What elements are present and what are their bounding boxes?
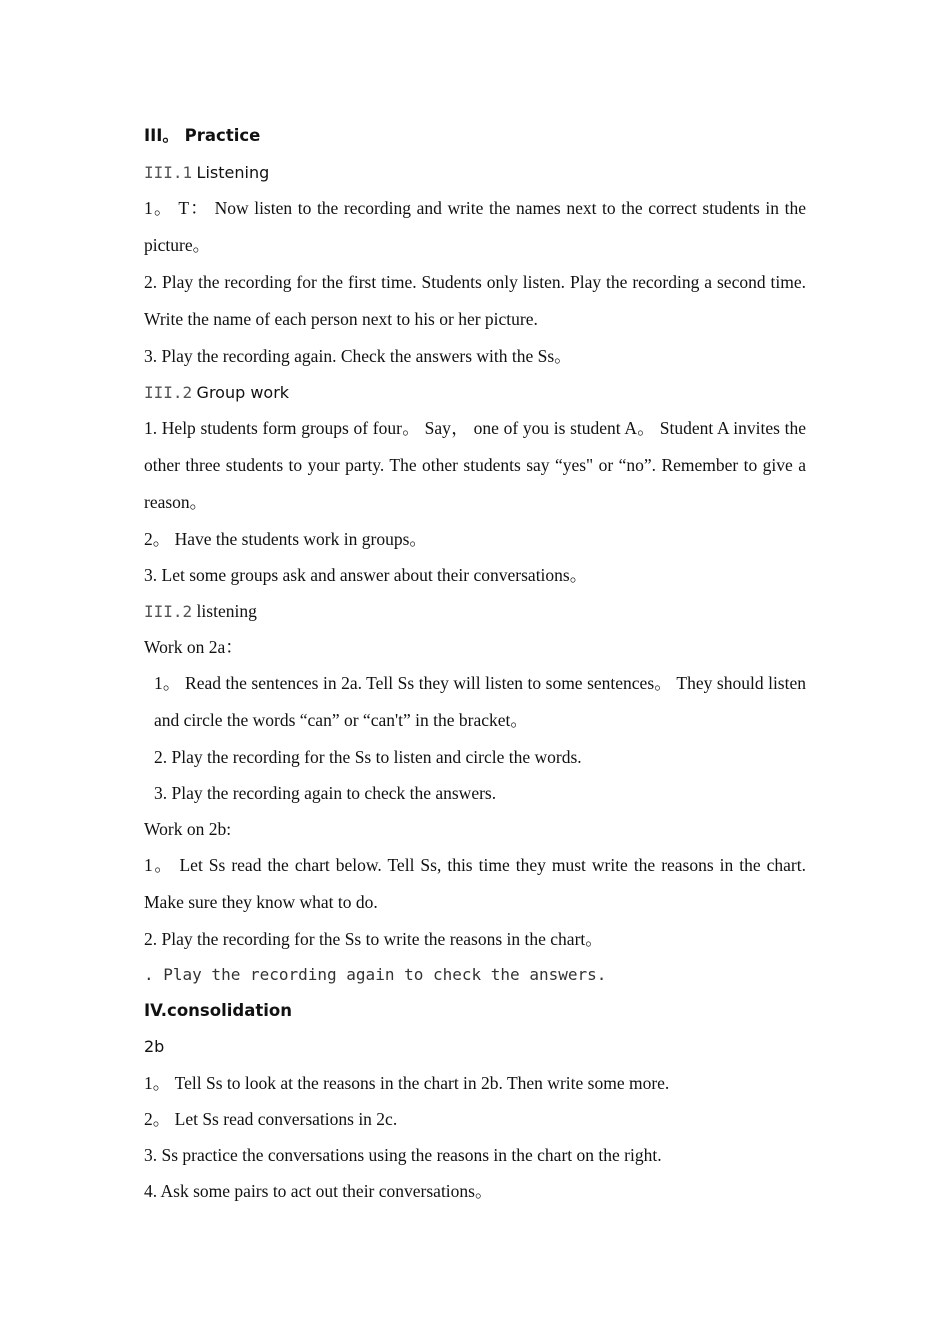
paragraph: 3. Ss practice the conversations using the reasons in the chart on the right. bbox=[144, 1145, 662, 1165]
subsection-heading-listening bbox=[144, 154, 806, 190]
subsection-title: Listening bbox=[196, 163, 270, 182]
work-label-2a: Work on 2a： bbox=[144, 637, 243, 657]
paragraph: 2。 Have the students work in groups。 bbox=[144, 529, 427, 549]
paragraph: 3. Let some groups ask and answer about their conversations。 bbox=[144, 565, 588, 585]
paragraph: 3. Play the recording again to check the answers. bbox=[154, 783, 497, 803]
subsection-number: III.1 bbox=[144, 163, 193, 182]
paragraph: 1. Help students form groups of four。 Say， one of you is student A。 Student A invites the other three students to your party. The other students say “yes" or “no”. Remember to give a reason。 bbox=[144, 418, 806, 512]
paragraph: 1。 T： Now listen to the recording and write the names next to the correct students in the picture。 bbox=[144, 198, 806, 255]
subsection-heading-group-work bbox=[144, 374, 806, 410]
subsection-title: Group work bbox=[196, 383, 290, 402]
paragraph: . Play the recording again to check the answers. bbox=[144, 965, 607, 984]
subsection-title: listening bbox=[196, 601, 257, 621]
subsection-number: III.2 bbox=[144, 602, 193, 621]
paragraph: 1。 Tell Ss to look at the reasons in the chart in 2b. Then write some more. bbox=[144, 1073, 670, 1093]
paragraph: 2。 Let Ss read conversations in 2c. bbox=[144, 1109, 398, 1129]
paragraph: 4. Ask some pairs to act out their conversations。 bbox=[144, 1181, 493, 1201]
subsection-number: III.2 bbox=[144, 383, 193, 402]
section-title: Practice bbox=[184, 126, 261, 145]
section-heading-consolidation: IV.consolidation bbox=[144, 1001, 292, 1020]
paragraph: 2. Play the recording for the Ss to write the reasons in the chart。 bbox=[144, 929, 603, 949]
document-page bbox=[144, 118, 806, 1209]
section-heading-practice bbox=[144, 118, 806, 154]
paragraph: 2. Play the recording for the first time. Students only listen. Play the recording a second time. Write the name of each person next to his or her picture. bbox=[144, 272, 806, 329]
section-number: III。 bbox=[144, 126, 179, 145]
paragraph: 2. Play the recording for the Ss to listen and circle the words. bbox=[154, 747, 582, 767]
work-label-2b: Work on 2b: bbox=[144, 819, 232, 839]
paragraph: 1。 Let Ss read the chart below. Tell Ss, this time they must write the reasons in the chart. Make sure they know what to do. bbox=[144, 855, 806, 912]
paragraph: 3. Play the recording again. Check the answers with the Ss。 bbox=[144, 346, 572, 366]
subsection-heading-listening-2 bbox=[144, 593, 806, 629]
subsection-heading-2b: 2b bbox=[144, 1037, 165, 1056]
paragraph: 1。 Read the sentences in 2a. Tell Ss they will listen to some sentences。 They should listen and circle the words “can” or “can't” in the bracket。 bbox=[154, 673, 806, 730]
